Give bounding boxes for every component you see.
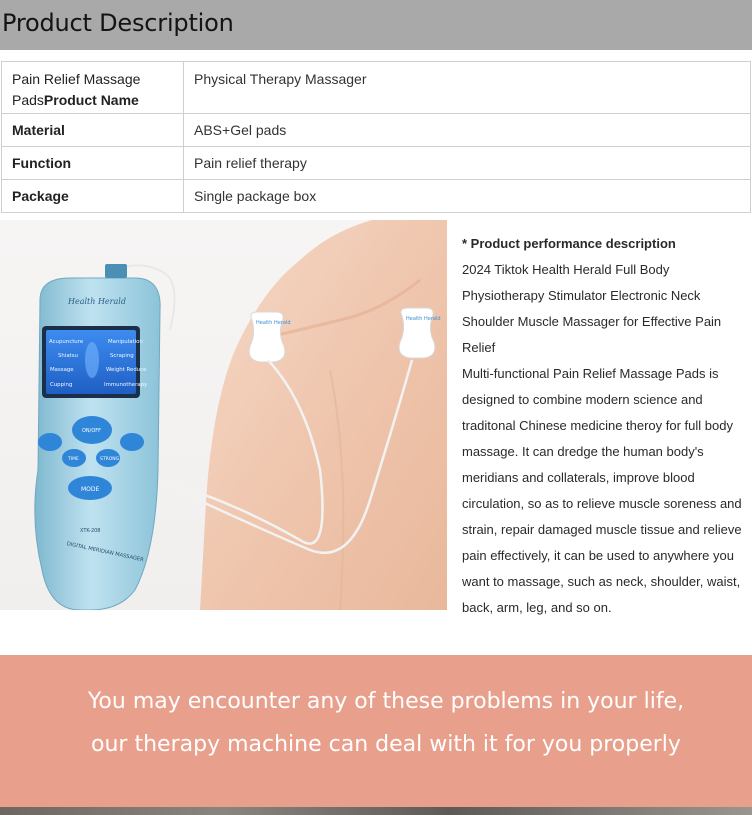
table-row: [2, 180, 751, 213]
svg-text:Health Herald: Health Herald: [68, 297, 126, 306]
svg-text:Manipulation: Manipulation: [108, 339, 143, 345]
svg-text:Weight Reduce: Weight Reduce: [106, 367, 147, 373]
svg-text:Massage: Massage: [50, 367, 74, 373]
table-row: [2, 114, 751, 147]
table-row: [2, 62, 751, 114]
svg-text:Acupuncture: Acupuncture: [49, 339, 84, 345]
spec-value: Physical Therapy Massager: [184, 62, 751, 114]
product-description: [462, 231, 750, 621]
spec-table: [1, 61, 751, 213]
banner-line-1: You may encounter any of these problems in your life,: [87, 689, 685, 714]
svg-text:Scraping: Scraping: [110, 353, 134, 359]
svg-text:STRONG: STRONG: [100, 457, 120, 462]
performance-heading: * Product performance description: [462, 236, 676, 251]
svg-text:Shiatsu: Shiatsu: [58, 353, 78, 359]
spec-key-label: Product Name: [43, 92, 139, 108]
back-figure: [200, 220, 447, 610]
problems-banner: [0, 655, 752, 807]
spec-key-material: Material: [2, 114, 184, 147]
svg-text:Health Herald: Health Herald: [256, 320, 291, 326]
description-paragraph-2: Multi-functional Pain Relief Massage Pads is designed to combine modern science and traditonal Chinese medicine theroy for full body massage. It can dredge the human body's meridians and collaterals, improve blood circulation, so as to relieve muscle soreness and strain, repair damaged muscle tissue and relieve pain effectively, it can be used to anywhere you want to massage, such as neck, shoulder, waist, back, arm, leg, and so on.: [462, 366, 742, 615]
spec-value: Single package box: [184, 180, 751, 213]
spec-key-prefix: Pain Relief Massage Pads: [12, 71, 141, 108]
table-row: [2, 147, 751, 180]
svg-text:Immunotherapy: Immunotherapy: [104, 382, 148, 388]
product-photo: [0, 220, 447, 610]
massager-illustration: [0, 220, 447, 610]
spec-value: ABS+Gel pads: [184, 114, 751, 147]
section-header: [0, 0, 752, 50]
svg-text:Cupping: Cupping: [50, 382, 73, 388]
description-paragraph-1: 2024 Tiktok Health Herald Full Body Physiotherapy Stimulator Electronic Neck Shoulder Muscle Massager for Effective Pain Relief: [462, 262, 722, 355]
next-image-edge: [0, 807, 752, 815]
svg-text:TIME: TIME: [68, 457, 79, 462]
banner-line-2: our therapy machine can deal with it for you properly: [91, 732, 681, 757]
spec-key-package: Package: [2, 180, 184, 213]
spec-key-product-name: [2, 62, 184, 114]
svg-text:ON/OFF: ON/OFF: [82, 428, 102, 434]
svg-text:Health Herald: Health Herald: [406, 316, 441, 322]
svg-text:DIGITAL MERIDIAN MASSAGER: DIGITAL MERIDIAN MASSAGER: [66, 541, 145, 564]
page-title: Product Description: [2, 9, 234, 37]
spec-value: Pain relief therapy: [184, 147, 751, 180]
svg-text:MODE: MODE: [81, 486, 100, 493]
svg-text:XTK-208: XTK-208: [80, 528, 101, 534]
spec-key-function: Function: [2, 147, 184, 180]
massager-device: [35, 264, 160, 610]
